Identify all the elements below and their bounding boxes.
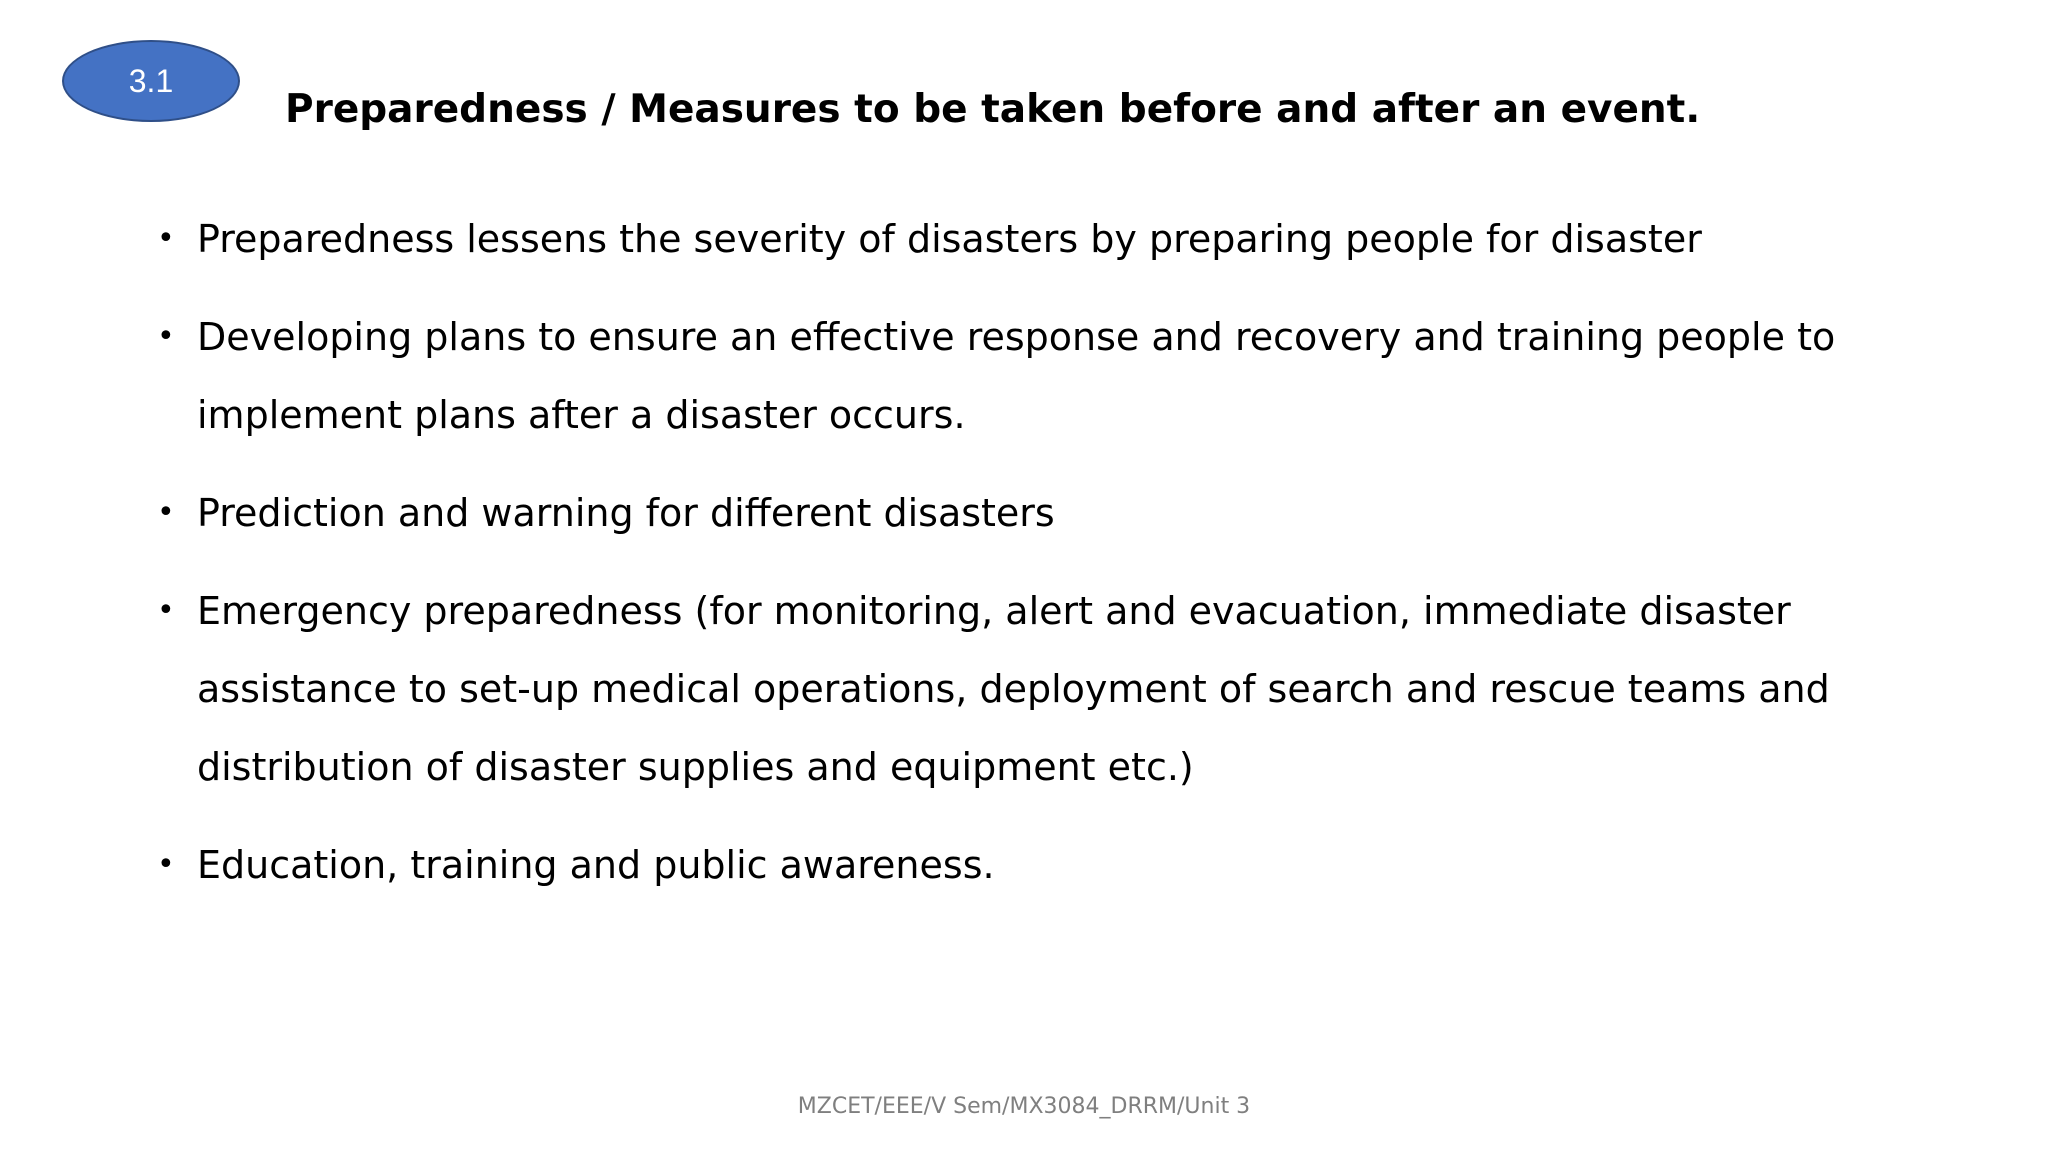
section-number: 3.1 bbox=[128, 62, 174, 99]
bullet-dot-icon: • bbox=[157, 593, 175, 628]
bullet-item bbox=[157, 826, 1917, 904]
bullet-text: Emergency preparedness (for monitoring, alert and evacuation, immediate disaster assistance to set-up medical operations, deployment of search and rescue teams and distribution of disaster supplies and equipment etc.) bbox=[197, 589, 1830, 789]
bullet-item bbox=[157, 474, 1917, 552]
section-number-badge bbox=[62, 40, 240, 122]
bullet-text: Education, training and public awareness. bbox=[197, 843, 995, 887]
bullet-item bbox=[157, 572, 1917, 806]
bullet-dot-icon: • bbox=[157, 319, 175, 354]
bullet-item bbox=[157, 298, 1917, 454]
bullet-text: Developing plans to ensure an effective response and recovery and training people to implement plans after a disaster occurs. bbox=[197, 315, 1836, 437]
bullet-item bbox=[157, 200, 1917, 278]
slide-footer: MZCET/EEE/V Sem/MX3084_DRRM/Unit 3 bbox=[797, 1094, 1251, 1119]
bullet-dot-icon: • bbox=[157, 495, 175, 530]
bullet-list bbox=[157, 200, 1917, 924]
bullet-text: Prediction and warning for different disasters bbox=[197, 491, 1055, 535]
bullet-dot-icon: • bbox=[157, 221, 175, 256]
bullet-text: Preparedness lessens the severity of disasters by preparing people for disaster bbox=[197, 217, 1702, 261]
bullet-dot-icon: • bbox=[157, 847, 175, 882]
slide-title: Preparedness / Measures to be taken before and after an event. bbox=[285, 87, 1701, 132]
